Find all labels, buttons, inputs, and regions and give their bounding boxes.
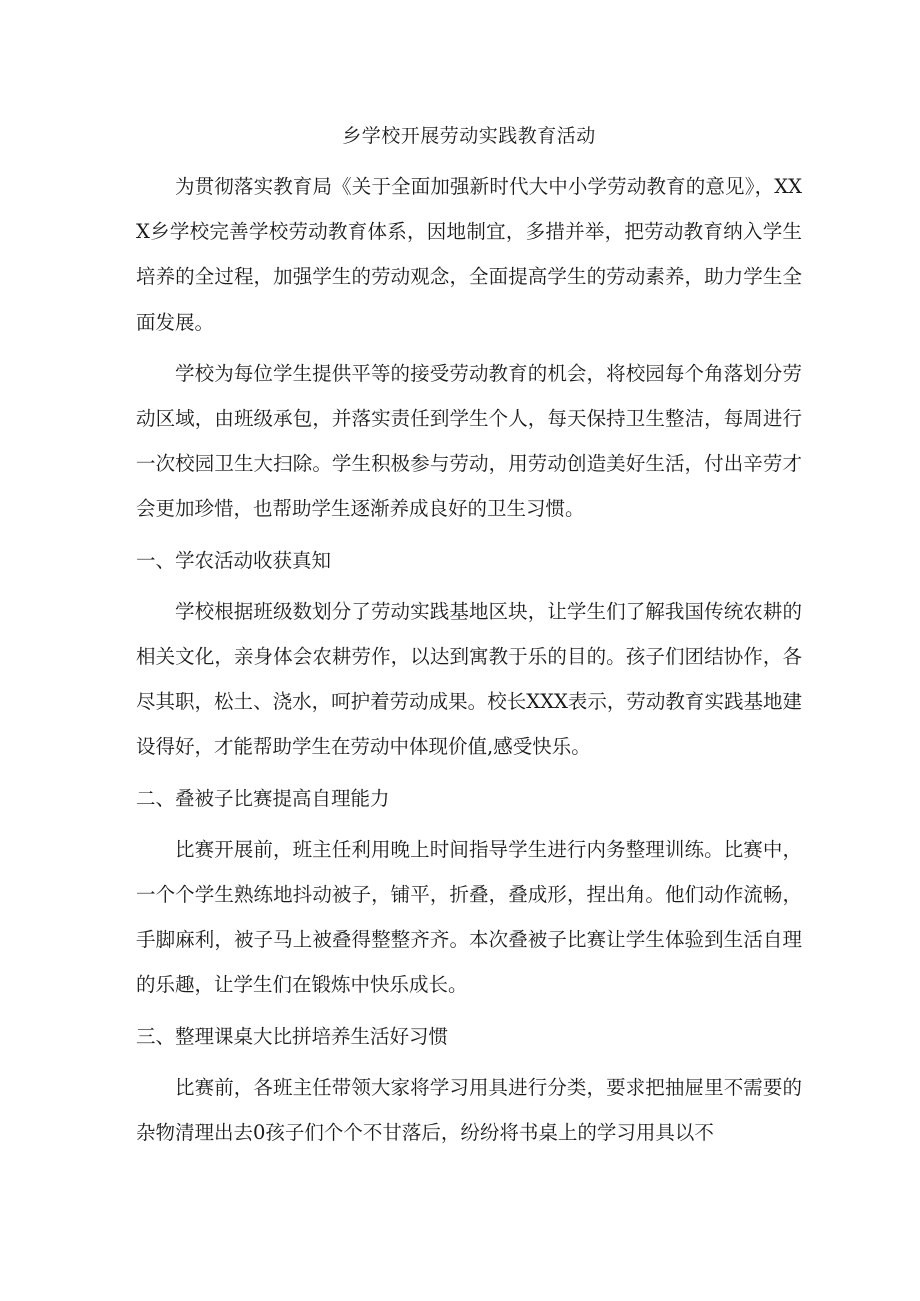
section-heading-1: 一、学农活动收获真知 — [136, 548, 332, 572]
section-heading-2: 二、叠被子比赛提高自理能力 — [136, 786, 390, 810]
document-title: 乡学校开展劳动实践教育活动 — [342, 125, 596, 147]
section-body-3: 比赛前，各班主任带领大家将学习用具进行分类，要求把抽屉里不需要的杂物清理出去0孩子们个个不甘落后，纷纷将书桌上的学习用具以不 — [136, 1075, 802, 1145]
section-heading-3: 三、整理课桌大比拼培养生活好习惯 — [136, 1024, 449, 1048]
intro-paragraph-1: 为贯彻落实教育局《关于全面加强新时代大中小学劳动教育的意见》，XXX乡学校完善学校劳动教育体系，因地制宜，多措并举，把劳动教育纳入学生培养的全过程，加强学生的劳动观念，全面提高学生的劳动素养，助力学生全面发展。 — [136, 175, 802, 334]
intro-paragraph-2: 学校为每位学生提供平等的接受劳动教育的机会，将校园每个角落划分劳动区域，由班级承包，并落实责任到学生个人，每天保持卫生整洁，每周进行一次校园卫生大扫除。学生积极参与劳动，用劳动创造美好生活，付出辛劳才会更加珍惜，也帮助学生逐渐养成良好的卫生习惯。 — [136, 361, 802, 521]
section-body-1: 学校根据班级数划分了劳动实践基地区块，让学生们了解我国传统农耕的相关文化，亲身体会农耕劳作，以达到寓教于乐的目的。孩子们团结协作，各尽其职，松土、浇水，呵护着劳动成果。校长XXX表示，劳动教育实践基地建设得好，才能帮助学生在劳动中体现价值,感受快乐。 — [136, 599, 802, 759]
section-body-2: 比赛开展前，班主任利用晚上时间指导学生进行内务整理训练。比赛中，一个个学生熟练地抖动被子，铺平，折叠，叠成形，捏出角。他们动作流畅，手脚麻利，被子马上被叠得整整齐齐。本次叠被子比赛让学生体验到生活自理的乐趣，让学生们在锻炼中快乐成长。 — [136, 837, 802, 997]
